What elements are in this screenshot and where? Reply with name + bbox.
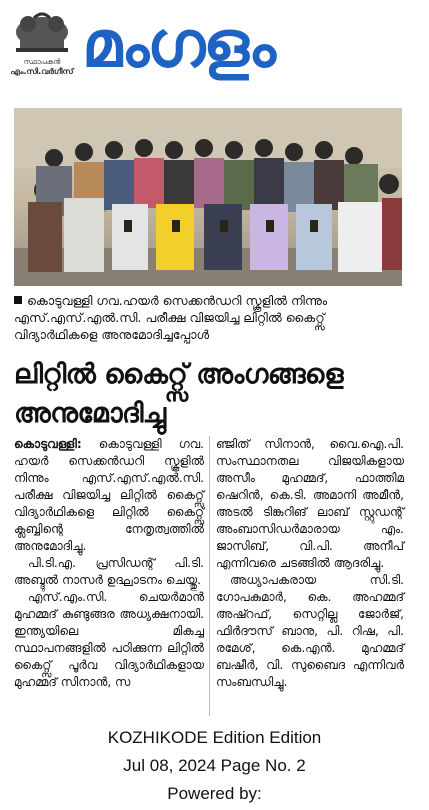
article-paragraph: പി.ടി.എ. പ്രസിഡന്റ് പി.ടി. അബ്ദുൽ നാസർ ഉദ്ഘാടനം ചെയ്തു. [14,556,204,587]
article-column-right [216,436,404,691]
edition-footer [0,724,429,808]
founder-emblem [6,8,78,86]
article-paragraph: അധ്യാപകരായ സി.ടി. ഗോപകുമാർ, കെ. അഹമ്മദ് അഷ്റഫ്, സെറ്റില്ല ജോർജ്, ഫിർദൗസ് ബാനു, പി. റിഷ, പി. രമേശ്, കെ.എൻ. മുഹമ്മദ് ബഷീർ, വി. സുബൈദ എന്നിവർ സംബന്ധിച്ചു. [216,573,404,689]
article-paragraph: ഞ്ജിത് സിനാൻ, വൈ.ഐ.പി. സംസ്ഥാനതല വിജയികളായ അസീം മുഹമ്മദ്, ഫാത്തിമ ഷെറിൻ, കെ.ടി. അമാനി അമീൻ, അടൽ ടിങ്കറിങ് ലാബ് സ്റ്റുഡന്റ് അംബാസിഡർമാരായ എം. ജാസിബ്, വി.പി. അനീപ് എന്നിവരെ ചടങ്ങിൽ ആദരിച്ചു. [216,437,404,570]
masthead [0,0,429,92]
newspaper-logo: മംഗളം [82,8,274,82]
founder-name: എം.സി.വർഗീസ് [10,67,74,76]
article-paragraph: എസ്.എം.സി. ചെയർമാൻ മുഹമ്മദ് കുണ്ടുങ്ങര അധ്യക്ഷനായി. ഇന്ത്യയിലെ മികച്ച സ്ഥാപനങ്ങളിൽ പഠിക്കുന്ന ലിറ്റിൽ കൈറ്റ്സ് പൂർവ വിദ്യാർഥികളായ മുഹമ്മദ് സിനാൻ, സ [14,590,204,689]
caption-bullet-icon [14,296,22,304]
edition-date-page: Jul 08, 2024 Page No. 2 [123,756,306,775]
group-photo [14,108,402,286]
column-divider [209,436,210,716]
article-paragraph: കൊടുവള്ളി: കൊടുവള്ളി ഗവ. ഹയർ സെക്കൻഡറി സ്കൂളിൽ നിന്നും എസ്.എസ്.എൽ.സി. പരീക്ഷ വിജയിച്ച ലിറ്റിൽ കൈറ്റ്സ് വിദ്യാർഥികളെ ലിറ്റിൽ കൈറ്റ്സ് ക്ലബ്ബിന്റെ നേതൃത്വത്തിൽ അനുമോദിച്ചു. [14,437,204,553]
photo-caption [14,292,404,343]
edition-name: KOZHIKODE Edition Edition [107,728,322,747]
article-headline: ലിറ്റിൽ കൈറ്റ്സ് അംഗങ്ങളെ അനുമോദിച്ചു [14,359,344,429]
article-column-left [14,436,204,691]
group-photo-image [14,108,402,286]
powered-by: Powered by: [167,784,262,803]
elephant-emblem-icon [8,8,76,54]
founder-label: സ്ഥാപകൻ [23,58,61,66]
dateline: കൊടുവള്ളി: [14,437,82,451]
article-clipping [10,100,408,720]
caption-text: കൊടുവള്ളി ഗവ.ഹയർ സെക്കൻഡറി സ്കൂളിൽ നിന്നും എസ്.എസ്.എൽ.സി. പരീക്ഷ വിജയിച്ച ലിറ്റിൽ കൈറ്റ്സ് വിദ്യാർഥികളെ അനുമോദിച്ചപ്പോൾ [14,293,328,342]
